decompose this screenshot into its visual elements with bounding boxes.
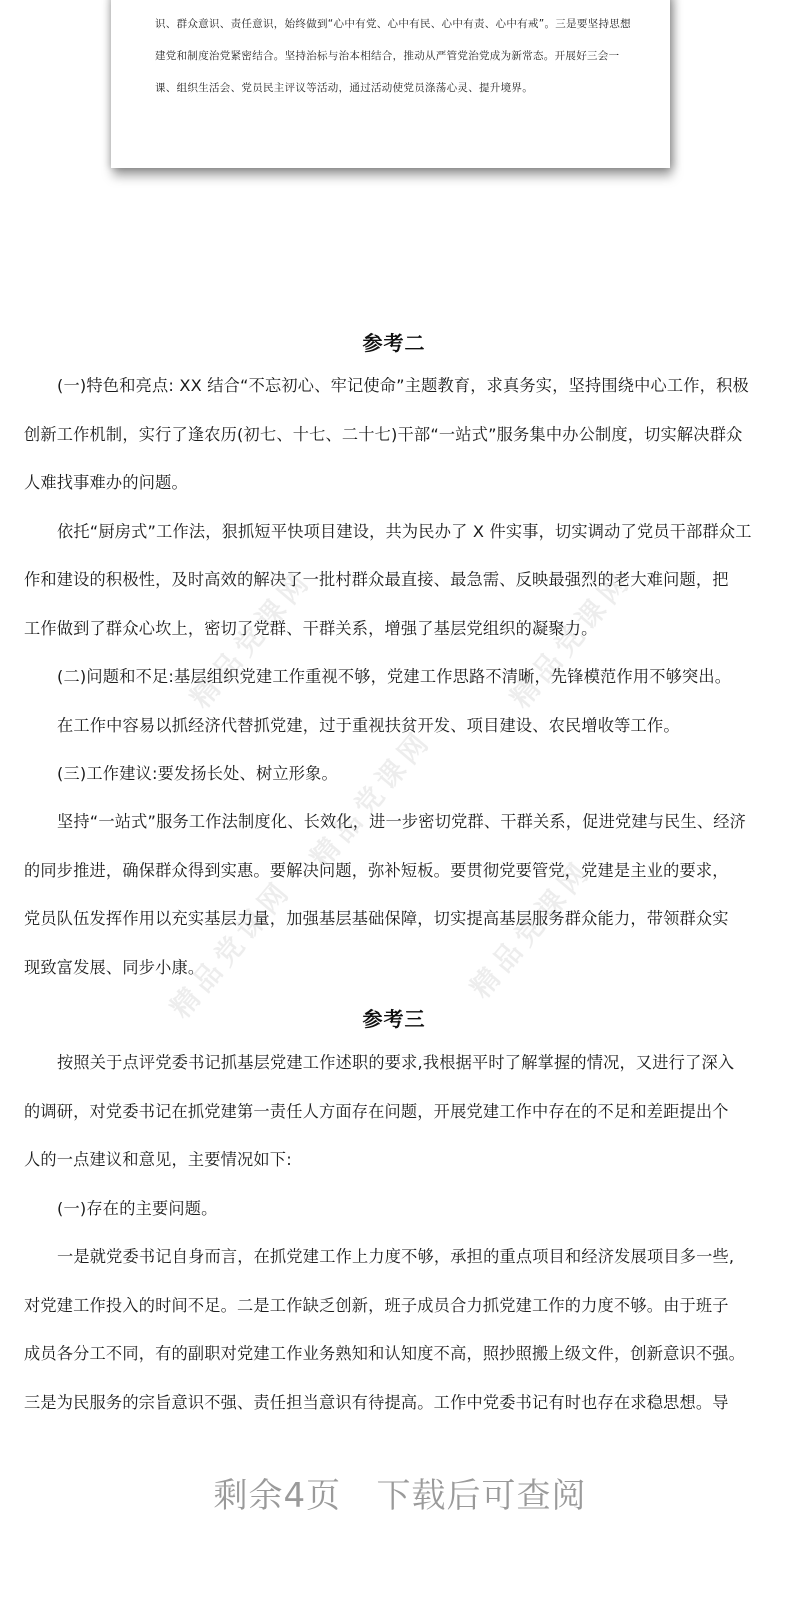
paragraph-line: (一)存在的主要问题。 bbox=[57, 1199, 218, 1218]
paragraph-line: 创新工作机制，实行了逢农历(初七、十七、二十七)干部“一站式”服务集中办公制度，切实解决群众 bbox=[24, 425, 743, 444]
watermark: 精品党课网 bbox=[183, 562, 319, 715]
remaining-pages-banner[interactable]: 剩余4页 下载后可查阅 bbox=[213, 1476, 587, 1516]
paragraph-line: 对党建工作投入的时间不足。二是工作缺乏创新，班子成员合力抓党建工作的力度不够。由于班子 bbox=[24, 1296, 729, 1315]
watermark: 精品党课网 bbox=[463, 852, 599, 1005]
paragraph-line: 在工作中容易以抓经济代替抓党建，过于重视扶贫开发、项目建设、农民增收等工作。 bbox=[57, 716, 680, 735]
watermark: 精品党课网 bbox=[163, 872, 299, 1025]
section-heading: 参考三 bbox=[362, 1007, 426, 1031]
preview-text-line: 建党和制度治党紧密结合。坚持治标与治本相结合，推动从严管党治党成为新常态。开展好三会一 bbox=[155, 50, 620, 62]
paragraph-line: 的调研，对党委书记在抓党建第一责任人方面存在问题，开展党建工作中存在的不足和差距提出个 bbox=[24, 1102, 729, 1121]
paragraph-line: 人的一点建议和意见，主要情况如下: bbox=[24, 1150, 292, 1169]
watermark: 精品党课网 bbox=[503, 562, 639, 715]
paragraph-line: (一)特色和亮点: XX 结合“不忘初心、牢记使命”主题教育，求真务实，坚持围绕中心工作，积极 bbox=[57, 376, 749, 395]
paragraph-line: 坚持“一站式”服务工作法制度化、长效化，进一步密切党群、干群关系，促进党建与民生、经济 bbox=[57, 812, 747, 831]
paragraph-line: 成员各分工不同，有的副职对党建工作业务熟知和认知度不高，照抄照搬上级文件，创新意识不强。 bbox=[24, 1344, 746, 1363]
paragraph-line: 的同步推进，确保群众得到实惠。要解决问题，弥补短板。要贯彻党要管党，党建是主业的要求， bbox=[24, 861, 729, 880]
preview-page-card bbox=[111, 0, 670, 168]
preview-text-line: 识、群众意识、责任意识，始终做到“心中有党、心中有民、心中有责、心中有戒”。三是要坚持思想 bbox=[155, 18, 631, 30]
paragraph-line: 人难找事难办的问题。 bbox=[24, 473, 188, 492]
paragraph-line: 三是为民服务的宗旨意识不强、责任担当意识有待提高。工作中党委书记有时也存在求稳思想。导 bbox=[24, 1393, 729, 1412]
paragraph-line: 按照关于点评党委书记抓基层党建工作述职的要求,我根据平时了解掌握的情况，又进行了深入 bbox=[57, 1053, 735, 1072]
section-heading: 参考二 bbox=[362, 331, 426, 355]
paragraph-line: 作和建设的积极性，及时高效的解决了一批村群众最直接、最急需、反映最强烈的老大难问题，把 bbox=[24, 570, 729, 589]
watermark: 精品党课网 bbox=[303, 722, 439, 875]
paragraph-line: 一是就党委书记自身而言，在抓党建工作上力度不够，承担的重点项目和经济发展项目多一些, bbox=[57, 1247, 735, 1266]
preview-text-line: 课、组织生活会、党员民主评议等活动，通过活动使党员涤荡心灵、提升境界。 bbox=[155, 82, 533, 94]
paragraph-line: 现致富发展、同步小康。 bbox=[24, 958, 205, 977]
paragraph-line: (二)问题和不足:基层组织党建工作重视不够，党建工作思路不清晰，先锋模范作用不够突出。 bbox=[57, 667, 732, 686]
paragraph-line: 工作做到了群众心坎上，密切了党群、干群关系，增强了基层党组织的凝聚力。 bbox=[24, 619, 598, 638]
paragraph-line: 党员队伍发挥作用以充实基层力量，加强基层基础保障，切实提高基层服务群众能力，带领群众实 bbox=[24, 909, 729, 928]
paragraph-line: (三)工作建议:要发扬长处、树立形象。 bbox=[57, 764, 338, 783]
paragraph-line: 依托“厨房式”工作法，狠抓短平快项目建设，共为民办了 X 件实事，切实调动了党员干部群众工 bbox=[57, 522, 752, 541]
